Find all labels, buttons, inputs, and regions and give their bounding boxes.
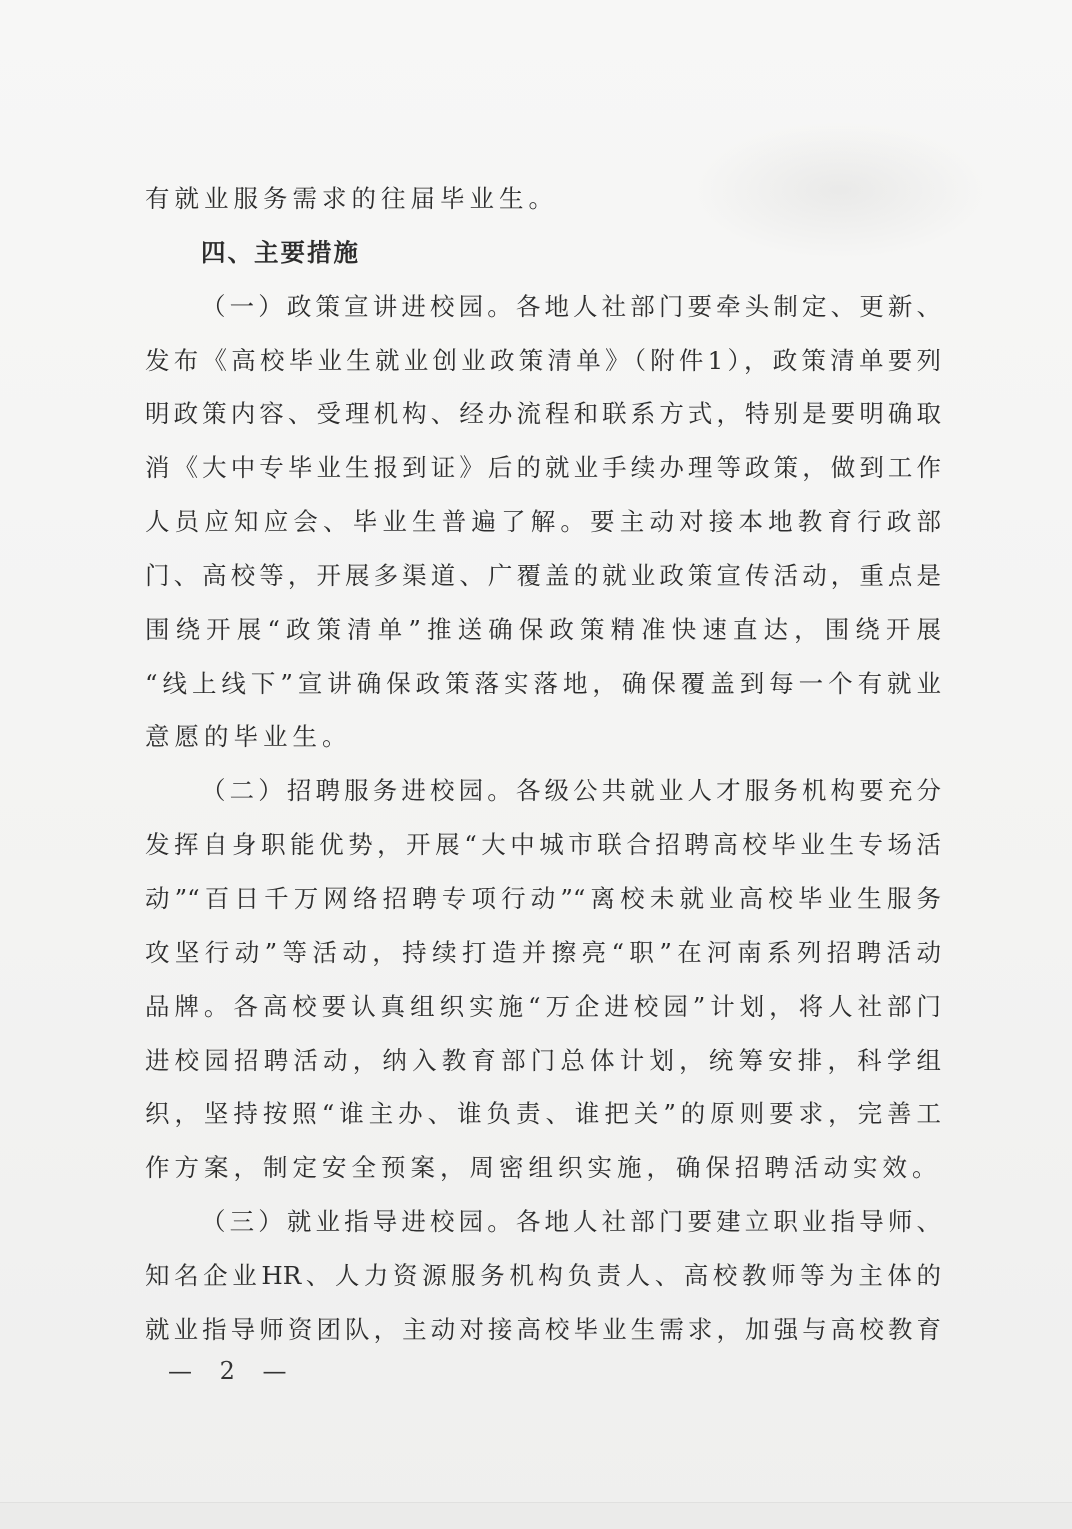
text-line: 作方案，制定安全预案，周密组织实施，确保招聘活动实效。 — [145, 1153, 941, 1183]
body-text — [145, 172, 941, 1357]
text-line: 围绕开展“政策清单”推送确保政策精准快速直达，围绕开展 — [145, 614, 941, 644]
text-line: 发布《高校毕业生就业创业政策清单》（附件1），政策清单要列 — [145, 345, 941, 375]
text-line: 品牌。各高校要认真组织实施“万企进校园”计划，将人社部门 — [145, 991, 941, 1021]
paragraph-start: （二）招聘服务进校园。各级公共就业人才服务机构要充分 — [201, 776, 941, 806]
text-line: 进校园招聘活动，纳入教育部门总体计划，统筹安排，科学组 — [145, 1045, 941, 1075]
text-line: 有就业服务需求的往届毕业生。 — [145, 184, 558, 213]
page-number: — 2 — — [168, 1357, 297, 1385]
paragraph-start: （一）政策宣讲进校园。各地人社部门要牵头制定、更新、 — [201, 291, 941, 321]
text-line: 明政策内容、受理机构、经办流程和联系方式，特别是要明确取 — [145, 399, 941, 429]
page-bottom-edge — [0, 1502, 1072, 1529]
text-line: 知名企业HR、人力资源服务机构负责人、高校教师等为主体的 — [145, 1260, 941, 1290]
text-line: 攻坚行动”等活动，持续打造并擦亮“职”在河南系列招聘活动 — [145, 937, 941, 967]
text-line: 动”“百日千万网络招聘专项行动”“离校未就业高校毕业生服务 — [145, 883, 941, 913]
text-line: 意愿的毕业生。 — [145, 722, 352, 752]
text-line: 消《大中专毕业生报到证》后的就业手续办理等政策，做到工作 — [145, 453, 941, 483]
paragraph-start: （三）就业指导进校园。各地人社部门要建立职业指导师、 — [201, 1207, 941, 1237]
text-line: 门、高校等，开展多渠道、广覆盖的就业政策宣传活动，重点是 — [145, 560, 941, 590]
text-line: “线上线下”宣讲确保政策落实落地，确保覆盖到每一个有就业 — [145, 668, 941, 698]
text-line: 就业指导师资团队，主动对接高校毕业生需求，加强与高校教育 — [145, 1314, 941, 1344]
text-line: 人员应知应会、毕业生普遍了解。要主动对接本地教育行政部 — [145, 507, 941, 537]
text-line: 织，坚持按照“谁主办、谁负责、谁把关”的原则要求，完善工 — [145, 1099, 941, 1129]
section-heading: 四、主要措施 — [201, 237, 360, 267]
text-line: 发挥自身职能优势，开展“大中城市联合招聘高校毕业生专场活 — [145, 830, 941, 860]
